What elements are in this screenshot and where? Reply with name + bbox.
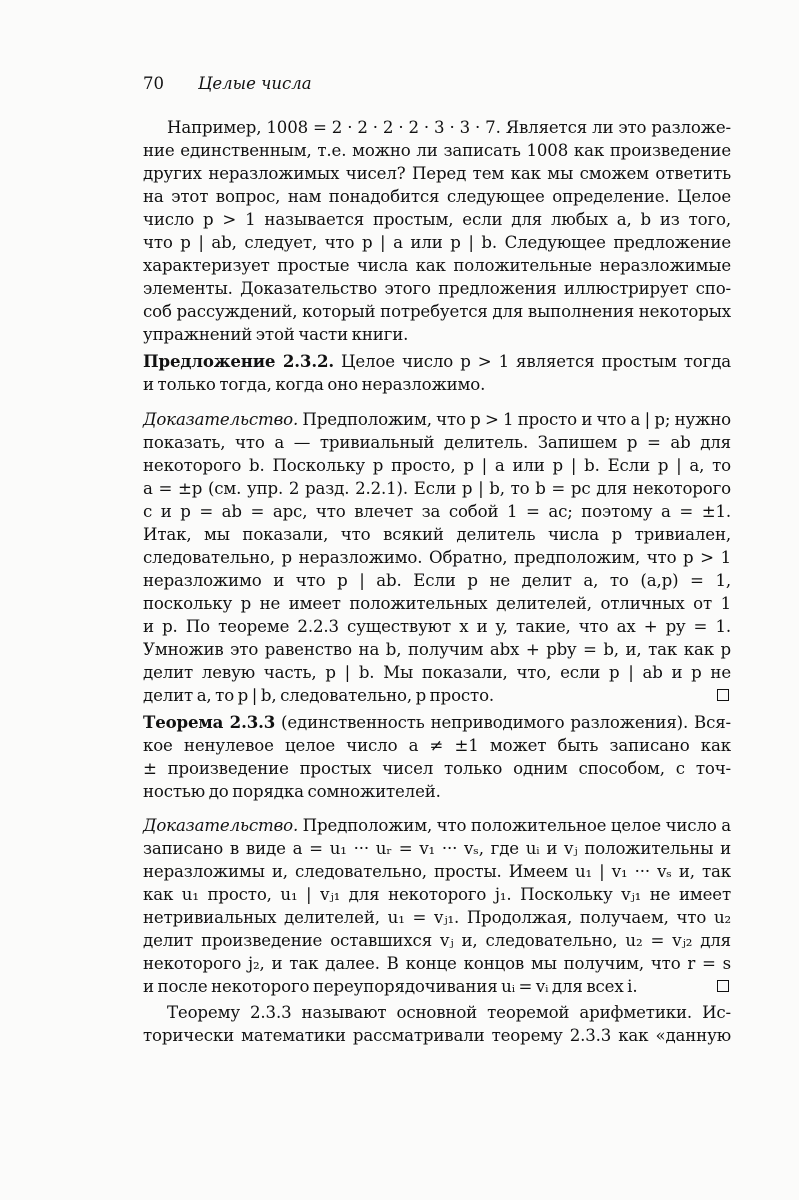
text-line: (единственность неприводимого разложения). Вся- bbox=[275, 713, 731, 732]
text-line: и только тогда, когда оно неразложимо. bbox=[143, 375, 486, 394]
text-line: показать, что a — тривиальный делитель. Запишем p = ab для bbox=[143, 433, 731, 452]
text-line: соб рассуждений, который потребуется для выполнения некоторых bbox=[143, 302, 731, 321]
text-line: неразложимо и что p | ab. Если p не делит a, то (a,p) = 1, bbox=[143, 571, 731, 590]
text-line: других неразложимых чисел? Перед тем как мы сможем ответить bbox=[143, 164, 731, 183]
proposition-label: Предложение 2.3.2. bbox=[143, 351, 334, 371]
text-line: и после некоторого переупорядочивания uᵢ = vᵢ для всех i. bbox=[143, 977, 638, 996]
text-line: Предположим, что p > 1 просто и что a | p; нужно bbox=[298, 410, 731, 429]
text-line: делит левую часть, p | b. Мы показали, что, если p | ab и p не bbox=[143, 663, 731, 682]
proof-proposition bbox=[143, 408, 731, 707]
intro-paragraph bbox=[143, 116, 731, 346]
text-line: торически математики рассматривали теорему 2.3.3 как «данную bbox=[143, 1026, 731, 1045]
text-line: a = ±p (см. упр. 2 разд. 2.2.1). Если p | b, то b = pc для некоторого bbox=[143, 479, 731, 498]
text-line: Умножив это равенство на b, получим abx + pby = b, и, так как p bbox=[143, 640, 731, 659]
text-line: Теорему 2.3.3 называют основной теоремой арифметики. Ис- bbox=[167, 1003, 731, 1022]
text-line: что p | ab, следует, что p | a или p | b. Следующее предложение bbox=[143, 233, 731, 252]
closing-paragraph bbox=[143, 1001, 731, 1047]
proof-last-line bbox=[143, 975, 731, 998]
text-line: ние единственным, т.е. можно ли записать 1008 как произведение bbox=[143, 141, 731, 160]
text-line: делит a, то p | b, следовательно, p просто. bbox=[143, 686, 495, 705]
qed-square-icon bbox=[717, 980, 729, 992]
text-line: c и p = ab = apc, что влечет за собой 1 = ac; поэтому a = ±1. bbox=[143, 502, 731, 521]
text-line: Предположим, что положительное целое число a bbox=[298, 816, 731, 835]
text-line: и p. По теореме 2.2.3 существуют x и y, такие, что ax + py = 1. bbox=[143, 617, 731, 636]
text-line: неразложимы и, следовательно, просты. Имеем u₁ | v₁ ··· vₛ и, так bbox=[143, 862, 731, 881]
proof-theorem bbox=[143, 814, 731, 998]
proof-label: Доказательство. bbox=[143, 816, 299, 835]
text-line: на этот вопрос, нам понадобится следующее определение. Целое bbox=[143, 187, 731, 206]
theorem-label: Теорема 2.3.3 bbox=[143, 712, 276, 732]
page-header bbox=[143, 73, 312, 95]
text-line: нетривиальных делителей, u₁ = vⱼ₁. Продолжая, получаем, что u₂ bbox=[143, 908, 731, 927]
running-title: Целые числа bbox=[198, 74, 312, 93]
theorem bbox=[143, 711, 731, 803]
proposition bbox=[143, 350, 731, 396]
text-line: следовательно, p неразложимо. Обратно, предположим, что p > 1 bbox=[143, 548, 731, 567]
text-line: ностью до порядка сомножителей. bbox=[143, 782, 441, 801]
qed-square-icon bbox=[717, 689, 729, 701]
text-line: число p > 1 называется простым, если для любых a, b из того, bbox=[143, 210, 731, 229]
text-line: элементы. Доказательство этого предложения иллюстрирует спо- bbox=[143, 279, 731, 298]
text-line: характеризует простые числа как положительные неразложимые bbox=[143, 256, 731, 275]
text-line: как u₁ просто, u₁ | vⱼ₁ для некоторого j₁. Поскольку vⱼ₁ не имеет bbox=[143, 885, 731, 904]
text-line: делит произведение оставшихся vⱼ и, следовательно, u₂ = vⱼ₂ для bbox=[143, 931, 731, 950]
proof-last-line bbox=[143, 684, 731, 707]
text-line: ± произведение простых чисел только одним способом, с точ- bbox=[143, 759, 731, 778]
text-line: поскольку p не имеет положительных делителей, отличных от 1 bbox=[143, 594, 731, 613]
text-line: Целое число p > 1 является простым тогда bbox=[333, 352, 731, 371]
text-line: Например, 1008 = 2 · 2 · 2 · 2 · 3 · 3 · 7. Является ли это разложе- bbox=[167, 118, 731, 137]
text-line: некоторого j₂, и так далее. В конце концов мы получим, что r = s bbox=[143, 954, 731, 973]
page-number: 70 bbox=[143, 74, 164, 93]
text-line: некоторого b. Поскольку p просто, p | a или p | b. Если p | a, то bbox=[143, 456, 731, 475]
proof-label: Доказательство. bbox=[143, 410, 299, 429]
text-line: записано в виде a = u₁ ··· uᵣ = v₁ ··· vₛ, где uᵢ и vⱼ положительны и bbox=[143, 839, 731, 858]
text-line: упражнений этой части книги. bbox=[143, 325, 409, 344]
text-line: Итак, мы показали, что всякий делитель числа p тривиален, bbox=[143, 525, 731, 544]
text-line: кое ненулевое целое число a ≠ ±1 может быть записано как bbox=[143, 736, 731, 755]
